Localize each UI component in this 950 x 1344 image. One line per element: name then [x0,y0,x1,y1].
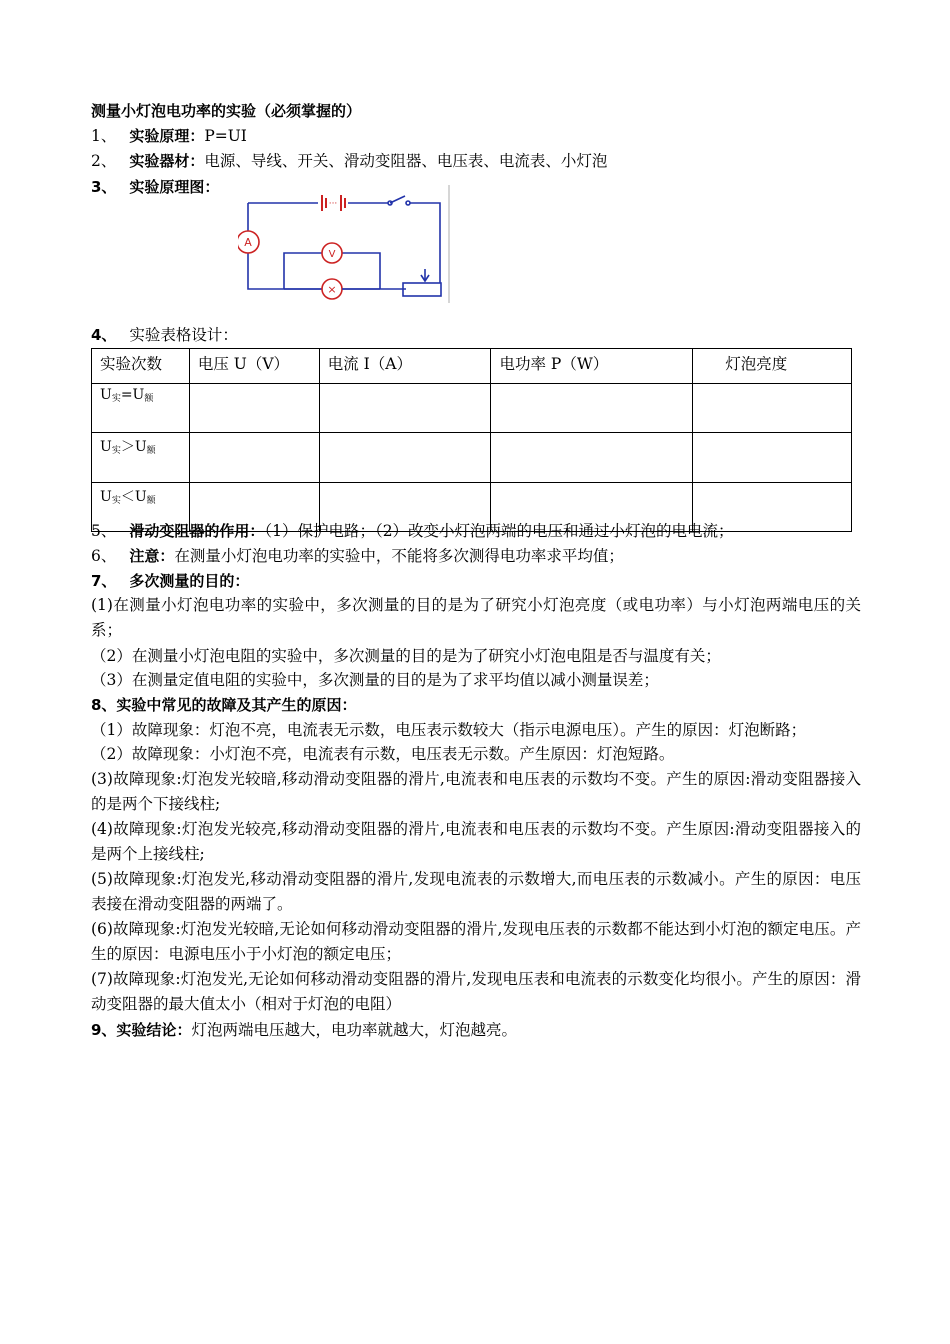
section-6-label: 注意： [129,547,175,565]
row-label: $U_实=U_额$ [92,384,190,433]
table-header-cell: 实验次数 [92,349,190,384]
section-1-number: 1、 [91,127,117,145]
voltmeter-label: V [328,249,336,260]
section-8-item: (6)故障现象:灯泡发光较暗,无论如何移动滑动变阻器的滑片,发现电压表的示数都不能达到小灯泡的额定电压。产生的原因：电源电压小于小灯泡的额定电压； [91,920,861,963]
section-3-label: 实验原理图： [129,178,220,196]
section-5-number: 5、 [91,522,117,540]
section-3 [91,176,219,198]
section-8-item: (5)故障现象:灯泡发光,移动滑动变阻器的滑片,发现电流表的示数增大,而电压表的示数减小。产生的原因：电压表接在滑动变阻器的两端了。 [91,870,861,913]
section-2-label: 实验器材： [129,152,205,170]
battery-dots: ··· [328,199,338,209]
section-8-item: （1）故障现象：灯泡不亮，电流表无示数，电压表示数较大（指示电源电压）。产生的原因：灯泡断路； [91,721,807,739]
table-cell [319,433,491,483]
lamp-label: × [327,283,337,296]
ammeter-label: A [244,236,252,249]
rheostat [403,283,441,296]
table-header-cell: 电压 U（V） [189,349,319,384]
table-row [92,433,852,483]
section-7 [91,570,249,592]
section-8-item: （2）故障现象：小灯泡不亮，电流表有示数，电压表无示数。产生原因：灯泡短路。 [91,745,675,763]
section-9-text: 灯泡两端电压越大，电功率就越大，灯泡越亮。 [191,1021,517,1039]
section-1-label: 实验原理： [129,127,205,145]
table-cell [189,433,319,483]
table-header-row [92,349,852,384]
row-label: $U_实<U_额$ [92,483,190,532]
wire-voltmeter-right [342,253,380,289]
table-header-cell: 灯泡亮度 [693,349,852,384]
section-4 [91,324,238,346]
section-4-number: 4、 [91,326,117,344]
section-7-number: 7、 [91,572,117,590]
table-cell [693,433,852,483]
experiment-table [91,348,852,532]
section-1-text: P=UI [204,127,247,145]
table-cell [189,384,319,433]
section-5 [91,520,734,542]
section-6 [91,545,624,567]
table-cell [319,384,491,433]
section-1 [91,125,247,147]
circuit-diagram [238,183,450,303]
section-8-item: (7)故障现象:灯泡发光,无论如何移动滑动变阻器的滑片,发现电压表和电流表的示数变化均很小。产生的原因：滑动变阻器的最大值太小（相对于灯泡的电阻） [91,970,861,1013]
section-6-number: 6、 [91,547,117,565]
section-2-number: 2、 [91,152,117,170]
section-6-text: 在测量小灯泡电功率的实验中，不能将多次测得电功率求平均值； [174,547,624,565]
section-2 [91,150,607,172]
section-7-item: （3）在测量定值电阻的实验中，多次测量的目的是为了求平均值以减小测量误差； [91,671,659,689]
table-header-cell: 电流 I（A） [319,349,491,384]
wire-voltmeter-left [284,253,322,289]
switch [388,196,410,205]
section-5-label: 滑动变阻器的作用： [129,522,265,540]
section-7-item: （2）在测量小灯泡电阻的实验中，多次测量的目的是为了研究小灯泡电阻是否与温度有关； [91,647,721,665]
section-9-label: 9、实验结论： [91,1021,192,1039]
table-row [92,384,852,433]
section-3-number: 3、 [91,178,117,196]
section-8-item: (3)故障现象:灯泡发光较暗,移动滑动变阻器的滑片,电流表和电压表的示数均不变。产生的原因:滑动变阻器接入的是两个下接线柱; [91,770,861,813]
table-header-cell: 电功率 P（W） [491,349,693,384]
row-label: $U_实>U_额$ [92,433,190,483]
page-title: 测量小灯泡电功率的实验（必须掌握的） [91,102,362,120]
section-7-item: (1)在测量小灯泡电功率的实验中，多次测量的目的是为了研究小灯泡亮度（或电功率）与小灯泡两端电压的关系； [91,596,861,639]
section-4-label: 实验表格设计： [129,326,238,344]
section-8-label: 8、实验中常见的故障及其产生的原因： [91,696,357,714]
section-5-text: （1）保护电路；（2）改变小灯泡两端的电压和通过小灯泡的电电流； [264,522,734,540]
table-cell [491,384,693,433]
table-cell [693,384,852,433]
section-7-label: 多次测量的目的： [129,572,250,590]
section-8-item: (4)故障现象:灯泡发光较亮,移动滑动变阻器的滑片,电流表和电压表的示数均不变。产生原因:滑动变阻器接入的是两个上接线柱; [91,820,861,863]
section-9 [91,1019,517,1041]
table-cell [491,433,693,483]
section-2-text: 电源、导线、开关、滑动变阻器、电压表、电流表、小灯泡 [204,152,608,170]
